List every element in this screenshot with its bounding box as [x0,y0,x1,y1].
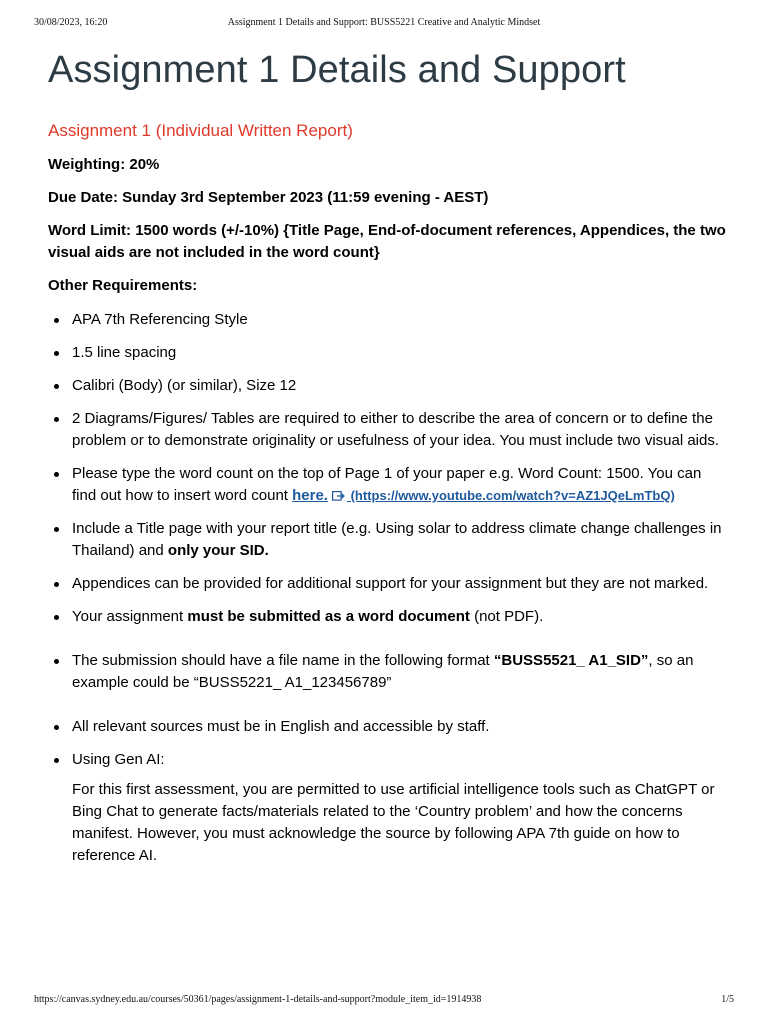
list-item [72,408,728,452]
page-number: 1/5 [721,994,734,1005]
list-item [72,650,728,694]
filename-prefix: The submission should have a file name in the following format [72,652,494,669]
due-date: Due Date: Sunday 3rd September 2023 (11:59 evening - AEST) [48,189,489,206]
appendices-requirement: Appendices can be provided for additional support for your assignment but they are not marked. [72,575,709,592]
spacing-requirement: 1.5 line spacing [72,344,177,361]
title-page-sid: only your SID. [167,542,269,559]
word-count-link-label: here. [292,487,328,504]
submit-format: must be submitted as a word document [187,608,470,625]
external-link-icon [332,490,345,501]
page-content [48,46,728,878]
apa-requirement: APA 7th Referencing Style [72,311,248,328]
list-item [72,309,728,331]
submit-prefix: Your assignment [72,608,188,625]
print-datetime: 30/08/2023, 16:20 [34,17,108,28]
title-page-requirement: Include a Title page with your report title (e.g. Using solar to address climate change challenges in Thailand) and [72,520,722,559]
page-title: Assignment 1 Details and Support [48,49,626,91]
assignment-subtitle: Assignment 1 (Individual Written Report) [48,121,353,140]
wordcount-requirement: Please type the word count on the top of Page 1 of your paper e.g. Word Count: 1500. You can find out how to insert word count [72,465,702,504]
list-item [72,749,728,867]
list-item [72,375,728,397]
font-requirement: Calibri (Body) (or similar), Size 12 [72,377,297,394]
list-item [72,606,728,628]
diagrams-requirement: 2 Diagrams/Figures/ Tables are required to either to describe the area of concern or to define the problem or to demonstrate originality or usefulness of your idea. You must include two visual aids. [72,410,720,449]
other-requirements-heading: Other Requirements: [48,277,198,294]
filename-example: , so an example could be “BUSS5221_ A1_123456789” [72,652,694,691]
submit-suffix: (not PDF). [469,608,544,625]
print-title: Assignment 1 Details and Support: BUSS5221 Creative and Analytic Mindset [227,17,541,28]
list-item [72,716,728,738]
list-item [72,342,728,364]
sources-requirement: All relevant sources must be in English and accessible by staff. [72,718,490,735]
filename-format: “BUSS5521_ A1_SID” [493,652,649,669]
requirements-list [48,309,728,867]
list-item [72,463,728,507]
genai-heading: Using Gen AI: [72,751,165,768]
list-item [72,518,728,562]
genai-paragraph: For this first assessment, you are permitted to use artificial intelligence tools such as ChatGPT or Bing Chat to generate facts/materials related to the ‘Country problem’ and how the concerns manifest. However, you must acknowledge the source by following APA 7th guide on how to reference AI. [72,781,715,864]
word-limit: Word Limit: 1500 words (+/-10%) {Title Page, End-of-document references, Appendices, the two visual aids are not included in the word count} [48,222,726,261]
weighting: Weighting: 20% [48,156,160,173]
list-item [72,573,728,595]
word-count-url: (https://www.youtube.com/watch?v=AZ1JQeLmTbQ) [346,488,675,503]
word-count-link[interactable] [292,487,675,504]
print-url: https://canvas.sydney.edu.au/courses/50361/pages/assignment-1-details-and-support?module_item_id=1914938 [34,994,482,1005]
